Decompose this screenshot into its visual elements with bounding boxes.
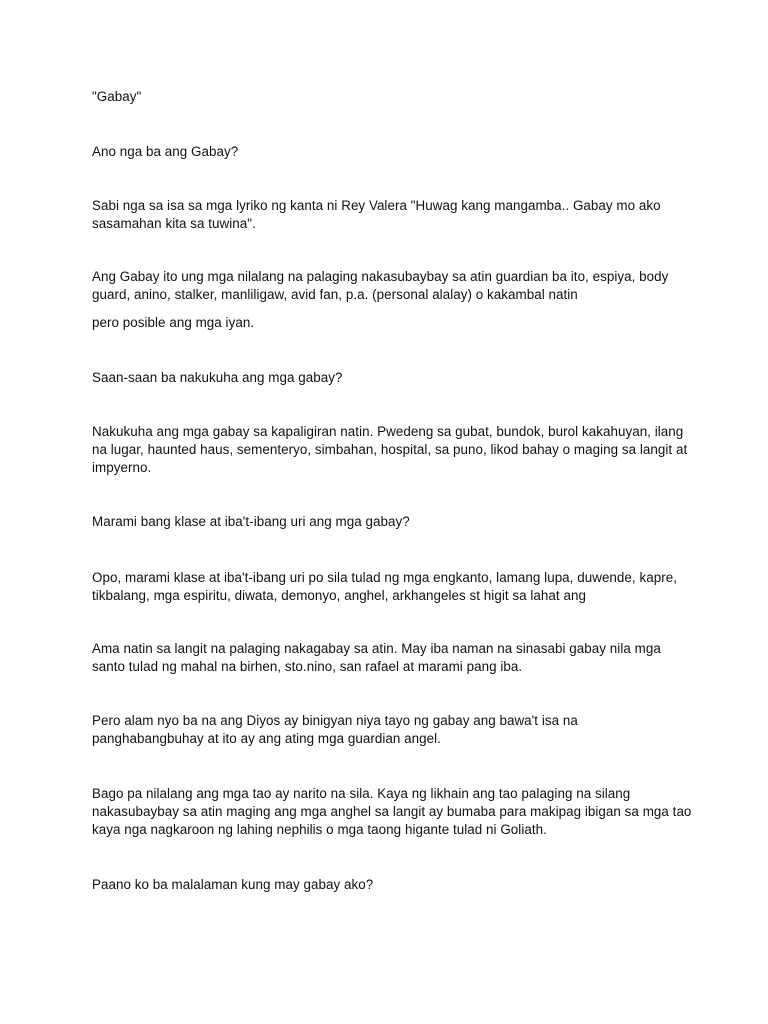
paragraph: Sabi nga sa isa sa mga lyriko ng kanta ni Rey Valera "Huwag kang mangamba.. Gabay mo ako sasamahan kita sa tuwina". bbox=[92, 198, 661, 231]
paragraph: Bago pa nilalang ang mga tao ay narito na sila. Kaya ng likhain ang tao palaging na silang nakasubaybay sa atin maging ang mga anghel sa langit ay bumaba para makipag ibigan sa mga tao kaya nga nagkaroon ng lahing nephilis o mga taong higante tulad ni Goliath. bbox=[92, 786, 692, 837]
question-heading: Marami bang klase at iba't-ibang uri ang mga gabay? bbox=[92, 514, 410, 529]
paragraph: Opo, marami klase at iba't-ibang uri po sila tulad ng mga engkanto, lamang lupa, duwende, kapre, tikbalang, mga espiritu, diwata, demonyo, anghel, arkhangeles st higit sa lahat ang bbox=[92, 570, 677, 603]
document-title: "Gabay" bbox=[92, 89, 142, 104]
paragraph: pero posible ang mga iyan. bbox=[92, 315, 255, 330]
question-heading: Ano nga ba ang Gabay? bbox=[92, 144, 239, 159]
paragraph: Pero alam nyo ba na ang Diyos ay binigyan niya tayo ng gabay ang bawa't isa na panghabangbuhay at ito ay ang ating mga guardian angel. bbox=[92, 713, 578, 746]
question-heading: Paano ko ba malalaman kung may gabay ako? bbox=[92, 877, 374, 892]
paragraph: Nakukuha ang mga gabay sa kapaligiran natin. Pwedeng sa gubat, bundok, burol kakahuyan, ilang na lugar, haunted haus, sementeryo, simbahan, hospital, sa puno, likod bahay o maging sa langit at impyerno. bbox=[92, 424, 688, 475]
question-heading: Saan-saan ba nakukuha ang mga gabay? bbox=[92, 370, 343, 385]
paragraph: Ama natin sa langit na palaging nakagabay sa atin. May iba naman na sinasabi gabay nila mga santo tulad ng mahal na birhen, sto.nino, san rafael at marami pang iba. bbox=[92, 641, 661, 674]
paragraph: Ang Gabay ito ung mga nilalang na palaging nakasubaybay sa atin guardian ba ito, espiya, body guard, anino, stalker, manliligaw, avid fan, p.a. (personal alalay) o kakambal natin bbox=[92, 269, 669, 302]
